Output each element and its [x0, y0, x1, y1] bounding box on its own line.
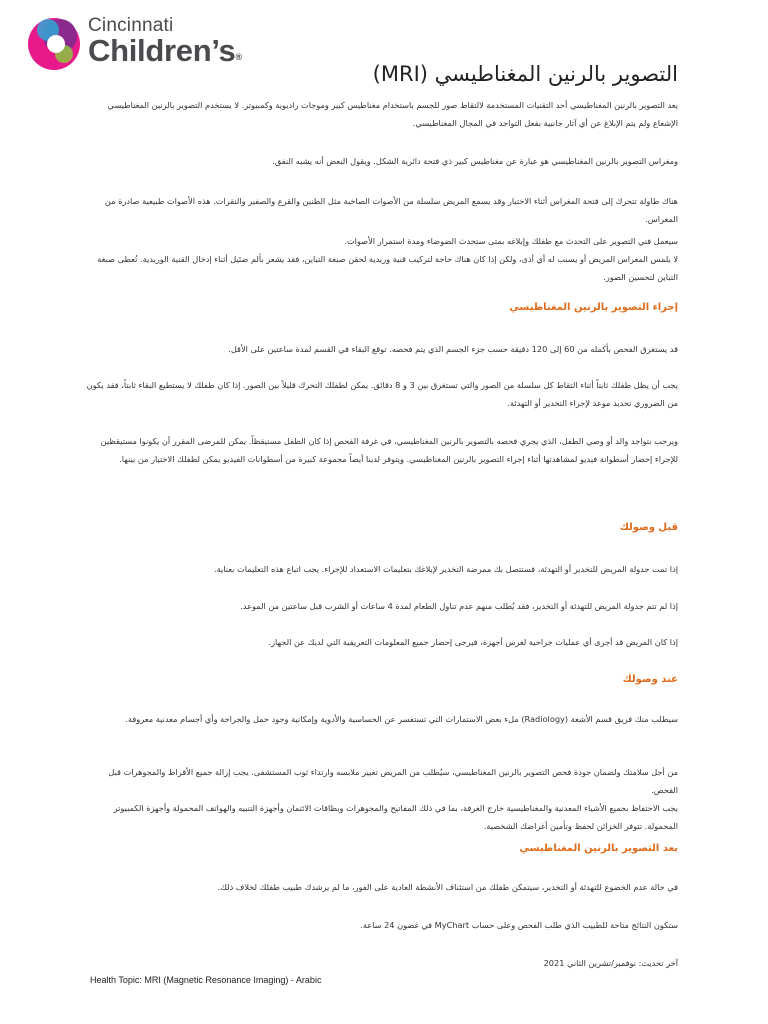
section-heading-after-mri: بعد التصوير بالرنين المغناطيسي: [519, 843, 678, 854]
section-heading-mri-procedure: إجراء التصوير بالرنين المغناطيسي: [509, 302, 678, 313]
logo-line-cincinnati: Cincinnati: [88, 15, 174, 36]
section2-paragraph-2: إذا لم تتم جدولة المريض للتهدئة أو التخدير، فقد يُطلب منهم عدم تناول الطعام لمدة 4 ساعات أو الشرب قبل ساعتين من الموعد.: [240, 601, 678, 611]
section3-paragraph-2: من أجل سلامتك ولضمان جودة فحص التصوير بالرنين المغناطيسي، سيُطلب من المريض تغيير ملابسه وارتداء ثوب المستشفى. يجب إزالة جميع الأقراط والمجوهرات قبل الفحص.: [108, 767, 678, 795]
section4-paragraph-2: ستكون النتائج متاحة للطبيب الذي طلب الفحص وعلى حساب MyChart في غضون 24 ساعة.: [360, 920, 678, 930]
section2-paragraph-3: إذا كان المريض قد أجرى أي عمليات جراحية لغرس أجهزة، فيرجى إحضار جميع المعلومات التعريفية التي لديك عن الجهاز.: [268, 637, 678, 647]
intro-paragraph-5: لا يلمس المغراس المريض أو يسبب له أي أذى، ولكن إذا كان هناك حاجة لتركيب قنية وريدية لحقن صبغة التباين، فقد يشعر بألم ضئيل أثناء إدخال القنية الوريدية. تُعطى صبغة التباين لتحسين الصور.: [97, 254, 678, 282]
intro-paragraph-2: ومغراس التصوير بالرنين المغناطيسي هو عبارة عن مغناطيس كبير ذي فتحة دائرية الشكل. ويقول البعض أنه يشبه النفق.: [272, 156, 678, 166]
intro-paragraph-1: يعد التصوير بالرنين المغناطيسي أحد التقنيات المستخدمة لالتقاط صور للجسم باستخدام مغناطيس كبير وموجات راديوية وكمبيوتر. لا يستخدم التصوير بالرنين المغناطيسي الإشعاع ولم يتم الإبلاغ عن أي آثار جانبية بفعل التواجد في المجال المغناطيسي.: [107, 100, 678, 128]
logo-line-childrens: Children’s: [88, 33, 236, 68]
section3-paragraph-1: سيطلب منك فريق قسم الأشعة (Radiology) ملء بعض الاستمارات التي تستفسر عن الحساسية والأدوية وإمكانية وجود حمل والجراحة وأي أجسام معدنية معروفة.: [125, 714, 678, 724]
section-heading-before-arrival: قبل وصولك: [619, 522, 678, 533]
section1-paragraph-2: يجب أن يظل طفلك ثابتاً أثناء التقاط كل سلسلة من الصور والتي تستغرق بين 3 و 8 دقائق. يمكن لطفلك التحرك قليلاً بين الصور. إذا كان طفلك لا يستطيع البقاء ثابتاً، فقد يكون من الضروري تحديد موعد لإجراء التخدير أو التهدئة.: [86, 380, 678, 408]
section3-paragraph-3: يجب الاحتفاظ بجميع الأشياء المعدنية والمغناطيسية خارج الغرفة، بما في ذلك المفاتيح والمجوهرات وبطاقات الائتمان وأجهزة التنبيه والهواتف المحمولة وأجهزة الكمبيوتر المحمولة. تتوفر الخزائن لحفظ وتأمين أغراضك الشخصية.: [113, 803, 678, 831]
health-topic-footer: Health Topic: MRI (Magnetic Resonance Imaging) - Arabic: [90, 975, 322, 985]
section2-paragraph-1: إذا تمت جدولة المريض للتخدير أو التهدئة، فستتصل بك ممرضة التخدير لإبلاغك بتعليمات الاستعداد للإجراء. يجب اتباع هذه التعليمات بعناية.: [213, 564, 678, 574]
intro-paragraph-4: سيعمل فني التصوير على التحدث مع طفلك وإبلاغه بمتى ستحدث الضوضاء ومدة استمرار الأصوات.: [344, 236, 678, 246]
section1-paragraph-3: ويرحب بتواجد والد أو وصي الطفل، الذي يجري فحصه بالتصوير بالرنين المغناطيسي، في غرفة الفحص إذا كان الطفل مستيقظاً. يمكن للمرضى المقرر أن يكونوا مستيقظين للإجراء إحضار أسطوانة فيديو لمشاهدتها أثناء إجراء التصوير بالرنين المغناطيسي. ويتوفر لدينا أيضاً مجموعة كبيرة من أسطوانات الفيديو يمكن لطفلك الاختيار من بينها.: [100, 436, 678, 464]
section4-paragraph-1: في حالة عدم الخضوع للتهدئة أو التخدير، سيتمكن طفلك من استئناف الأنشطة العادية على الفور، ما لم يرشدك طبيب طفلك لخلاف ذلك.: [217, 882, 678, 892]
logo-registered-mark: ®: [235, 52, 242, 62]
section1-paragraph-1: قد يستغرق الفحص بأكمله من 60 إلى 120 دقيقة حسب جزء الجسم الذي يتم فحصه. توقع البقاء في القسم لمدة ساعتين على الأقل.: [228, 344, 678, 354]
last-updated-date: آخر تحديث: نوفمبر/تشرين الثاني 2021: [543, 958, 678, 968]
intro-paragraph-3: هناك طاولة تتحرك إلى فتحة المغراس أثناء الاختبار وقد يسمع المريض سلسلة من الأصوات الصاخبة مثل الطنين والقرع والصفير والنقرات. هذه الأصوات طبيعية صادرة من المغراس.: [104, 196, 678, 224]
cincinnati-childrens-logo: [26, 6, 256, 76]
section-heading-upon-arrival: عند وصولك: [622, 674, 678, 685]
page-title: التصوير بالرنين المغناطيسي (MRI): [372, 62, 678, 86]
logo-mark-icon: [26, 6, 86, 76]
